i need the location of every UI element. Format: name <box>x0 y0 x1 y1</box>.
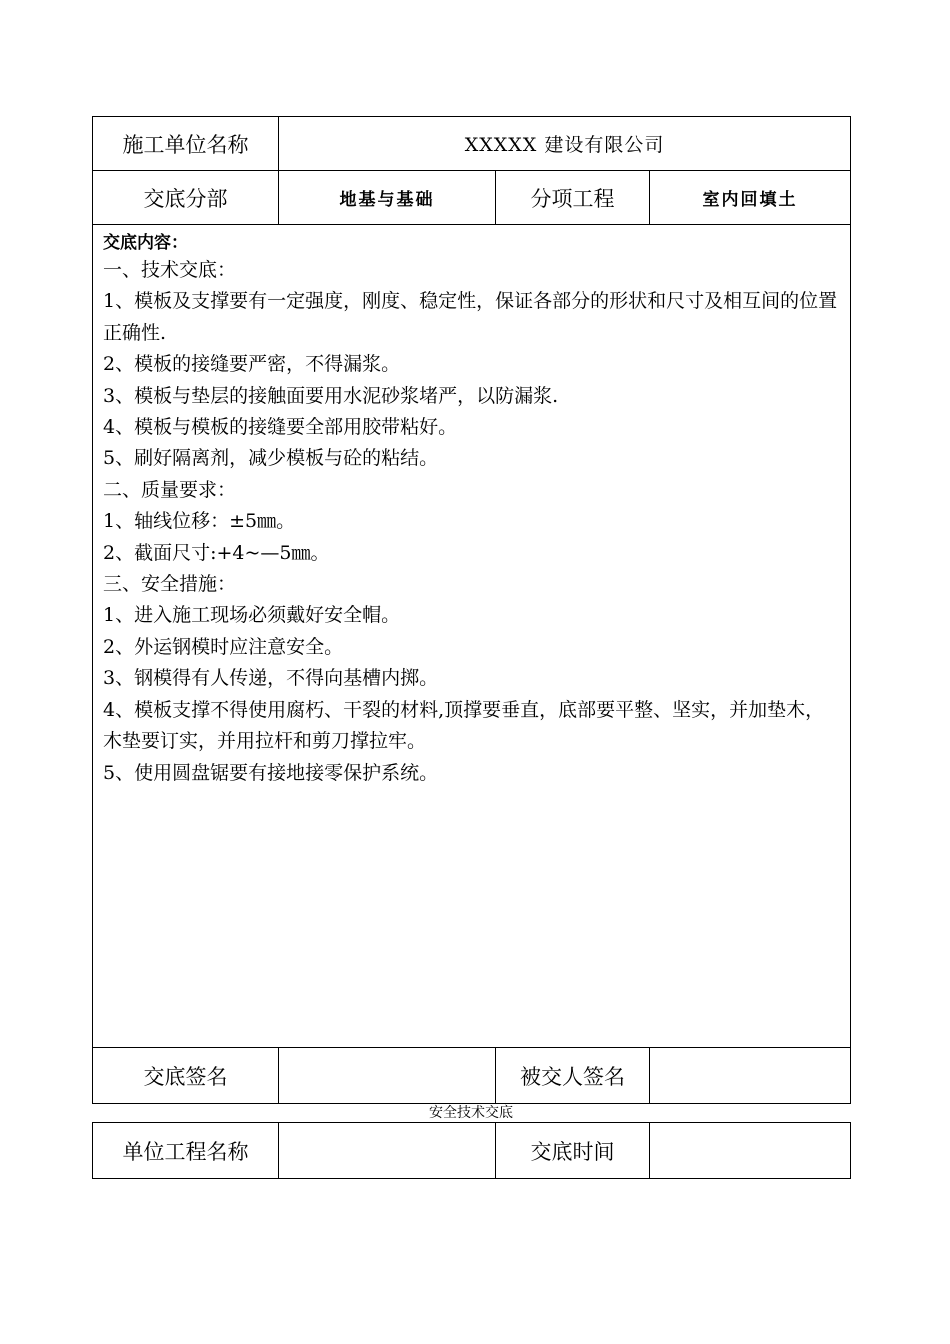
disclosure-form <box>92 116 851 1104</box>
content-line: 1、模板及支撑要有一定强度，刚度、稳定性，保证各部分的形状和尺寸及相互间的位置正确性. <box>103 290 838 344</box>
content-title: 交底内容： <box>103 233 188 253</box>
company-name: XXXXX 建设有限公司 <box>279 117 851 171</box>
content-line: 2、截面尺寸:+4~—5㎜。 <box>103 541 330 564</box>
project-name-label: 单位工程名称 <box>93 1123 279 1179</box>
discloser-signature-label: 交底签名 <box>93 1048 279 1104</box>
project-name-field[interactable] <box>279 1123 496 1179</box>
receiver-signature-field[interactable] <box>650 1048 851 1104</box>
content-line: 5、使用圆盘锯要有接地接零保护系统。 <box>103 761 439 784</box>
disclosure-time-field[interactable] <box>650 1123 851 1179</box>
content-line: 5、刷好隔离剂，减少模板与砼的粘结。 <box>103 447 439 470</box>
second-form <box>92 1122 851 1179</box>
subitem-label: 分项工程 <box>496 171 650 225</box>
section-caption: 安全技术交底 <box>429 1105 513 1121</box>
content-line: 三、安全措施： <box>103 573 237 596</box>
content-line: 3、模板与垫层的接触面要用水泥砂浆堵严，以防漏浆. <box>103 384 559 407</box>
receiver-signature-label: 被交人签名 <box>496 1048 650 1104</box>
division-label: 交底分部 <box>93 171 279 225</box>
content-line: 2、外运钢模时应注意安全。 <box>103 635 344 658</box>
unit-name-label: 施工单位名称 <box>93 117 279 171</box>
content-line: 4、模板支撑不得使用腐朽、干裂的材料,顶撑要垂直，底部要平整、坚实，并加垫木，木垫要订实，并用拉杆和剪刀撑拉牢。 <box>103 698 825 753</box>
disclosure-time-label: 交底时间 <box>496 1123 650 1179</box>
subitem-value: 室内回填土 <box>650 171 851 225</box>
content-line: 一、技术交底： <box>103 259 237 281</box>
disclosure-content <box>93 225 850 789</box>
division-value: 地基与基础 <box>279 171 496 225</box>
content-line: 1、轴线位移：±5㎜。 <box>103 510 296 533</box>
discloser-signature-field[interactable] <box>279 1048 496 1104</box>
content-line: 4、模板与模板的接缝要全部用胶带粘好。 <box>103 416 458 439</box>
content-line: 2、模板的接缝要严密，不得漏浆。 <box>103 353 401 376</box>
content-line: 二、质量要求： <box>103 478 237 501</box>
content-line: 3、钢模得有人传递，不得向基槽内掷。 <box>103 667 439 690</box>
content-line: 1、进入施工现场必须戴好安全帽。 <box>103 604 401 627</box>
content-cell <box>93 225 851 1048</box>
